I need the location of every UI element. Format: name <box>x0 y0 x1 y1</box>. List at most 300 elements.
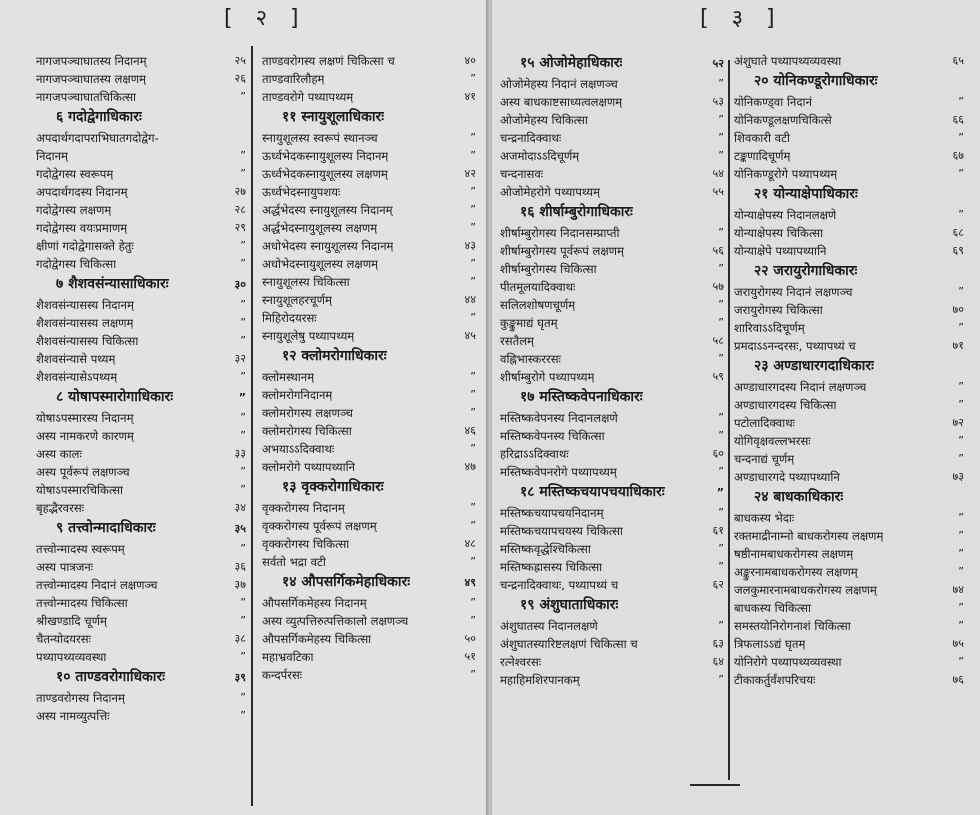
contents-entry <box>36 255 246 273</box>
entry-page-number: ” <box>958 95 964 108</box>
entry-title: वृक्करोगस्य निदानम् <box>262 501 345 515</box>
entry-title: शारिवाऽऽदिचूर्णम् <box>734 321 805 335</box>
entry-title: १८ मस्तिष्कचयापचयाधिकारः <box>520 484 665 500</box>
entry-title: शीर्षाम्बुरोगस्य निदानसम्प्राप्ती <box>500 226 620 240</box>
contents-entry <box>262 52 476 70</box>
entry-title: १० ताण्डवरोगाधिकारः <box>56 669 165 685</box>
entry-page-number: ” <box>718 113 724 126</box>
contents-entry <box>500 147 724 165</box>
entry-page-number: ” <box>240 596 246 609</box>
entry-title: १५ ओजोमेहाधिकारः <box>520 55 623 71</box>
entry-title: गदोद्वेगस्य स्वरूपम् <box>36 167 114 181</box>
entry-page-number: २७ <box>234 185 246 198</box>
contents-entry <box>734 563 964 581</box>
chapter-heading <box>734 70 964 93</box>
contents-entry <box>500 93 724 111</box>
contents-entry <box>500 617 724 635</box>
entry-title: बाधकस्य चिकित्सा <box>734 601 812 615</box>
entry-page-number: ४९ <box>464 576 476 589</box>
contents-entry <box>36 52 246 70</box>
entry-page-number: ” <box>470 614 476 627</box>
contents-entry <box>262 404 476 422</box>
contents-entry <box>36 499 246 517</box>
contents-entry <box>36 129 246 147</box>
contents-entry <box>500 409 724 427</box>
contents-entry <box>36 350 246 368</box>
entry-title: स्नायुशूलहरचूर्णम् <box>262 293 332 307</box>
contents-entry <box>734 378 964 396</box>
contents-entry <box>734 527 964 545</box>
entry-page-number: ” <box>716 486 724 499</box>
chapter-heading <box>262 106 476 129</box>
entry-title: समस्तयोनिरोगनाशं चिकित्सा <box>734 619 851 633</box>
contents-column-2 <box>262 52 476 684</box>
entry-page-number: ३२ <box>234 352 246 365</box>
page-number: [ ३ ] <box>700 6 783 31</box>
contents-entry <box>262 666 476 684</box>
entry-page-number: ” <box>470 185 476 198</box>
contents-entry <box>500 332 724 350</box>
contents-entry <box>262 594 476 612</box>
contents-entry <box>36 648 246 666</box>
contents-entry <box>262 88 476 106</box>
entry-title: कुङ्कुमाद्यं घृतम् <box>500 316 558 330</box>
entry-page-number: ७६ <box>952 673 964 686</box>
chapter-heading <box>36 106 246 129</box>
entry-page-number: ” <box>470 275 476 288</box>
entry-page-number: ७५ <box>952 637 964 650</box>
entry-title: ७ शैशवसंन्यासाधिकारः <box>56 276 169 292</box>
entry-title: शैशवसंन्यासस्य चिकित्सा <box>36 334 139 348</box>
contents-entry <box>262 386 476 404</box>
entry-title: अंशुघाते पथ्यापथ्यव्यवस्था <box>734 54 842 68</box>
entry-page-number: ” <box>470 501 476 514</box>
contents-entry <box>734 224 964 242</box>
contents-entry <box>734 111 964 129</box>
entry-title: २४ बाधकाधिकारः <box>754 489 844 505</box>
entry-page-number: ३७ <box>234 578 246 591</box>
entry-title: अस्य नामव्युत्पत्तिः <box>36 709 110 723</box>
entry-title: चन्दनासवः <box>500 167 544 181</box>
entry-page-number: ” <box>718 77 724 90</box>
contents-entry <box>36 237 246 255</box>
entry-page-number: ५४ <box>712 167 724 180</box>
entry-title: तत्त्वोन्मादस्य चिकित्सा <box>36 596 128 610</box>
entry-title: योषाऽपस्मारचिकित्सा <box>36 483 124 497</box>
contents-entry <box>36 88 246 106</box>
contents-entry <box>500 445 724 463</box>
entry-page-number: ६९ <box>952 244 964 257</box>
entry-page-number: ” <box>470 72 476 85</box>
entry-page-number: ” <box>470 406 476 419</box>
contents-entry <box>500 278 724 296</box>
entry-title: गदोद्वेगस्य लक्षणम् <box>36 203 112 217</box>
contents-entry <box>262 147 476 165</box>
entry-title: मस्तिष्कवेपनरोगे पथ्यापथ्यम् <box>500 465 617 479</box>
contents-entry <box>262 517 476 535</box>
contents-entry <box>262 368 476 386</box>
contents-entry <box>36 707 246 725</box>
entry-title: अस्य पात्रजनः <box>36 560 94 574</box>
entry-page-number: ७३ <box>952 470 964 483</box>
contents-entry <box>36 368 246 386</box>
entry-page-number: ” <box>718 411 724 424</box>
chapter-heading <box>36 386 246 409</box>
contents-entry <box>734 468 964 486</box>
contents-entry <box>500 224 724 242</box>
entry-page-number: ” <box>240 483 246 496</box>
contents-entry <box>36 314 246 332</box>
contents-entry <box>36 445 246 463</box>
entry-page-number: ” <box>470 388 476 401</box>
entry-page-number: ५५ <box>712 185 724 198</box>
entry-title: वह्निभास्कररसः <box>500 352 561 366</box>
chapter-heading <box>500 594 724 617</box>
entry-page-number: ६६ <box>952 113 964 126</box>
chapter-heading <box>500 386 724 409</box>
entry-page-number: ” <box>958 434 964 447</box>
entry-title: ऊर्ध्वभेदकस्नायुशूलस्य लक्षणम् <box>262 167 388 181</box>
chapter-heading <box>734 183 964 206</box>
contents-entry <box>734 653 964 671</box>
contents-entry <box>36 463 246 481</box>
contents-entry <box>500 368 724 386</box>
contents-entry <box>500 635 724 653</box>
column-divider <box>728 60 730 780</box>
contents-entry <box>734 93 964 111</box>
entry-title: ६ गदोद्वेगाधिकारः <box>56 109 142 125</box>
entry-page-number: ” <box>240 465 246 478</box>
entry-page-number: ७० <box>952 303 964 316</box>
contents-entry <box>500 129 724 147</box>
contents-entry <box>500 350 724 368</box>
entry-page-number: ” <box>958 601 964 614</box>
entry-title: शीर्षाम्बुरोगे पथ्यापथ्यम् <box>500 370 595 384</box>
contents-entry <box>500 671 724 689</box>
contents-entry <box>734 52 964 70</box>
contents-entry <box>262 612 476 630</box>
entry-page-number: ” <box>240 298 246 311</box>
entry-title: १७ मस्तिष्कवेपनाधिकारः <box>520 389 643 405</box>
entry-title: योषाऽपस्मारस्य निदानम् <box>36 411 134 425</box>
entry-title: टीकाकर्तुर्वंशपरिचयः <box>734 673 816 687</box>
contents-entry <box>734 450 964 468</box>
contents-entry <box>734 206 964 224</box>
entry-title: क्लोमरोगनिदानम् <box>262 388 333 402</box>
entry-title: क्लोमरोगे पथ्यापथ्यानि <box>262 460 356 474</box>
contents-entry <box>36 409 246 427</box>
entry-title: चन्द्रनादिक्वाथः <box>500 131 562 145</box>
contents-entry <box>262 499 476 517</box>
entry-title: वृक्करोगस्य पूर्वरूपं लक्षणम् <box>262 519 377 533</box>
entry-title: अंशुघातस्यारिष्टलक्षणं चिकित्सा च <box>500 637 638 651</box>
contents-entry <box>262 291 476 309</box>
contents-entry <box>36 147 246 165</box>
entry-title: ओजोमेहस्य निदानं लक्षणञ्च <box>500 77 618 91</box>
entry-page-number: ७२ <box>952 416 964 429</box>
entry-page-number: ५७ <box>712 280 724 293</box>
entry-page-number: ” <box>470 203 476 216</box>
entry-page-number: ” <box>470 257 476 270</box>
entry-page-number: ६१ <box>712 524 724 537</box>
contents-entry <box>262 458 476 476</box>
entry-title: क्लोमरोगस्य चिकित्सा <box>262 424 352 438</box>
contents-entry <box>262 183 476 201</box>
entry-page-number: ” <box>240 149 246 162</box>
end-rule <box>690 784 740 786</box>
contents-entry <box>36 219 246 237</box>
entry-title: ओजोमेहरोगे पथ्यापथ्यम् <box>500 185 601 199</box>
entry-page-number: ३६ <box>234 560 246 573</box>
contents-entry <box>36 540 246 558</box>
contents-entry <box>36 296 246 314</box>
entry-title: योन्याक्षेपस्य निदानलक्षणे <box>734 208 837 222</box>
entry-page-number: ७४ <box>952 583 964 596</box>
contents-entry <box>262 309 476 327</box>
entry-page-number: ” <box>240 709 246 722</box>
entry-title: निदानम् <box>36 149 68 163</box>
entry-title: तत्त्वोन्मादस्य स्वरूपम् <box>36 542 125 556</box>
entry-page-number: ” <box>718 352 724 365</box>
entry-title: रसतैलम् <box>500 334 534 348</box>
entry-title: त्रिफलाऽऽद्यं घृतम् <box>734 637 806 651</box>
entry-title: २२ जरायुरोगाधिकारः <box>754 263 858 279</box>
contents-entry <box>500 111 724 129</box>
contents-entry <box>734 635 964 653</box>
entry-page-number: ” <box>958 529 964 542</box>
entry-title: ताण्डवारिलौहम् <box>262 72 325 86</box>
page-number: [ २ ] <box>224 6 307 31</box>
contents-entry <box>36 630 246 648</box>
entry-page-number: ” <box>718 316 724 329</box>
entry-title: शैशवसंन्यासेऽपथ्यम् <box>36 370 118 384</box>
entry-page-number: ३५ <box>234 522 246 535</box>
entry-page-number: ” <box>240 691 246 704</box>
entry-page-number: २५ <box>234 54 246 67</box>
entry-title: रक्तमाद्रीनाम्नो बाधकरोगस्य लक्षणम् <box>734 529 884 543</box>
entry-title: योनिरोगे पथ्यापथ्यव्यवस्था <box>734 655 842 669</box>
contents-entry <box>734 396 964 414</box>
entry-page-number: ५६ <box>712 244 724 257</box>
contents-entry <box>500 522 724 540</box>
contents-entry <box>734 147 964 165</box>
entry-page-number: ६८ <box>952 226 964 239</box>
contents-entry <box>262 201 476 219</box>
entry-page-number: ” <box>238 391 246 404</box>
entry-page-number: ” <box>470 370 476 383</box>
contents-entry <box>36 427 246 445</box>
entry-title: स्नायुशूलेषु पथ्यापथ्यम् <box>262 329 355 343</box>
contents-entry <box>262 70 476 88</box>
entry-title: गदोद्वेगस्य वयःप्रमाणम् <box>36 221 128 235</box>
contents-entry <box>734 165 964 183</box>
entry-title: नागजपञ्चाघातस्य लक्षणम् <box>36 72 147 86</box>
chapter-heading <box>734 260 964 283</box>
entry-page-number: २८ <box>234 203 246 216</box>
entry-title: बृहद्भैरवरसः <box>36 501 85 515</box>
entry-page-number: ” <box>470 131 476 144</box>
contents-entry <box>734 599 964 617</box>
entry-page-number: ६७ <box>952 149 964 162</box>
entry-page-number: ” <box>958 285 964 298</box>
entry-title: स्नायुशूलस्य स्वरूपं स्थानञ्च <box>262 131 378 145</box>
entry-page-number: ” <box>240 411 246 424</box>
entry-page-number: ” <box>240 239 246 252</box>
entry-title: १६ शीर्षाम्बुरोगाधिकारः <box>520 204 633 220</box>
entry-page-number: ३४ <box>234 501 246 514</box>
entry-page-number: ४३ <box>464 239 476 252</box>
chapter-heading <box>262 476 476 499</box>
entry-title: ८ योषापस्मारोगाधिकारः <box>56 389 174 405</box>
entry-title: योनिकण्डूरोगे पथ्यापथ्यम् <box>734 167 838 181</box>
entry-page-number: ” <box>958 452 964 465</box>
entry-page-number: ” <box>718 673 724 686</box>
entry-title: नागजपञ्चाघातस्य निदानम् <box>36 54 147 68</box>
entry-page-number: ” <box>718 465 724 478</box>
entry-page-number: ” <box>718 542 724 555</box>
entry-title: २० योनिकण्डूरोगाधिकारः <box>754 73 878 89</box>
entry-title: बाधकस्य भेदाः <box>734 511 795 525</box>
contents-entry <box>734 337 964 355</box>
entry-title: नागजपञ्चाघातचिकित्सा <box>36 90 137 104</box>
entry-page-number: ४१ <box>464 90 476 103</box>
contents-entry <box>500 558 724 576</box>
entry-title: योन्याक्षेपस्य चिकित्सा <box>734 226 824 240</box>
entry-title: पटोलादिक्वाथः <box>734 416 795 430</box>
entry-page-number: ६४ <box>712 655 724 668</box>
contents-entry <box>734 509 964 527</box>
entry-page-number: ” <box>470 311 476 324</box>
chapter-heading <box>734 486 964 509</box>
entry-page-number: ” <box>718 619 724 632</box>
entry-page-number: ” <box>470 519 476 532</box>
entry-page-number: ६२ <box>712 578 724 591</box>
entry-page-number: ” <box>240 334 246 347</box>
entry-title: शैशवसंन्यासे पथ्यम् <box>36 352 116 366</box>
entry-title: चैतन्योदयरसः <box>36 632 91 646</box>
entry-title: कन्दर्परसः <box>262 668 303 682</box>
entry-title: योगिवृक्षवल्लभरसः <box>734 434 811 448</box>
entry-page-number: ५० <box>464 632 476 645</box>
entry-title: ताण्डवरोगे पथ्यापथ्यम् <box>262 90 354 104</box>
entry-title: २१ योन्याक्षेपाधिकारः <box>754 186 858 202</box>
contents-entry <box>734 242 964 260</box>
entry-title: अर्द्धभेदस्य स्नायुशूलस्य निदानम् <box>262 203 393 217</box>
entry-page-number: ” <box>240 316 246 329</box>
entry-title: मस्तिष्कवेपनस्य चिकित्सा <box>500 429 605 443</box>
entry-title: योनिकण्डूलक्षणचिकित्से <box>734 113 832 127</box>
entry-title: अपदार्थगदापराभिघातगदोद्वेग- <box>36 131 159 145</box>
entry-title: क्लोमस्थानम् <box>262 370 315 384</box>
entry-title: मस्तिष्कवेपनस्य निदानलक्षणे <box>500 411 618 425</box>
entry-page-number: ” <box>240 542 246 555</box>
entry-title: शीर्षाम्बुरोगस्य पूर्वरूपं लक्षणम् <box>500 244 624 258</box>
contents-column-1 <box>500 52 724 689</box>
contents-entry <box>734 617 964 635</box>
contents-entry <box>262 535 476 553</box>
contents-entry <box>36 612 246 630</box>
entry-page-number: ४२ <box>464 167 476 180</box>
entry-title: पीतमूलयादिक्वाथः <box>500 280 576 294</box>
entry-title: गदोद्वेगस्य चिकित्सा <box>36 257 117 271</box>
entry-title: शिवकारी वटी <box>734 131 790 145</box>
contents-entry <box>262 219 476 237</box>
entry-title: अर्द्धभेदस्नायुशूलस्य लक्षणम् <box>262 221 378 235</box>
contents-entry <box>36 558 246 576</box>
entry-title: तत्त्वोन्मादस्य निदानं लक्षणञ्च <box>36 578 158 592</box>
contents-entry <box>36 70 246 88</box>
entry-page-number: ” <box>240 429 246 442</box>
chapter-heading <box>262 345 476 368</box>
entry-page-number: ३० <box>234 278 246 291</box>
entry-page-number: ” <box>718 149 724 162</box>
entry-title: महाहिमशिरपानकम् <box>500 673 580 687</box>
entry-title: योनिकण्ड्वा निदानं <box>734 95 812 109</box>
entry-title: मिहिरोदयरसः <box>262 311 317 325</box>
chapter-heading <box>500 52 724 75</box>
entry-title: योन्याक्षेपे पथ्यापथ्यानि <box>734 244 827 258</box>
contents-entry <box>734 319 964 337</box>
entry-page-number: ” <box>240 370 246 383</box>
entry-page-number: ३३ <box>234 447 246 460</box>
entry-page-number: ” <box>470 596 476 609</box>
entry-title: अस्य व्युत्पत्तिरुत्पत्तिकालो लक्षणञ्च <box>262 614 409 628</box>
entry-title: ऊर्ध्वभेदस्नायुपशयः <box>262 185 341 199</box>
entry-title: अङ्कुरनामबाधकरोगस्य लक्षणम् <box>734 565 858 579</box>
entry-page-number: ” <box>240 614 246 627</box>
contents-entry <box>500 242 724 260</box>
entry-page-number: ३९ <box>234 671 246 684</box>
contents-entry <box>36 183 246 201</box>
entry-title: प्रमदाऽऽनन्दरसः, पथ्यापथ्यं च <box>734 339 856 353</box>
entry-page-number: ५३ <box>712 95 724 108</box>
entry-title: शैशवसंन्यासस्य निदानम् <box>36 298 134 312</box>
contents-entry <box>262 422 476 440</box>
entry-title: क्लोमरोगस्य लक्षणञ्च <box>262 406 353 420</box>
contents-entry <box>734 129 964 147</box>
entry-page-number: ” <box>470 442 476 455</box>
contents-entry <box>500 260 724 278</box>
entry-title: क्षीणां गदोद्वेगासक्ते हेतुः <box>36 239 134 253</box>
contents-entry <box>36 594 246 612</box>
entry-page-number: ४६ <box>464 424 476 437</box>
entry-page-number: ” <box>958 619 964 632</box>
entry-page-number: ” <box>718 298 724 311</box>
contents-column-1 <box>36 52 246 725</box>
entry-page-number: ” <box>718 560 724 573</box>
entry-title: अधोभेदस्नायुशूलस्य लक्षणम् <box>262 257 379 271</box>
entry-page-number: ५१ <box>464 650 476 663</box>
entry-page-number: ” <box>240 167 246 180</box>
contents-entry <box>262 327 476 345</box>
entry-page-number: ” <box>718 226 724 239</box>
entry-page-number: ” <box>958 511 964 524</box>
entry-page-number: ४७ <box>464 460 476 473</box>
right-page <box>492 0 980 815</box>
contents-entry <box>734 671 964 689</box>
entry-title: रत्नेश्वरसः <box>500 655 542 669</box>
entry-title: ताण्डवरोगस्य निदानम् <box>36 691 125 705</box>
entry-page-number: २९ <box>234 221 246 234</box>
contents-entry <box>500 183 724 201</box>
entry-page-number: ” <box>958 380 964 393</box>
entry-page-number: ५९ <box>712 370 724 383</box>
entry-title: पथ्यापथ्यव्यवस्था <box>36 650 107 664</box>
entry-page-number: ” <box>718 506 724 519</box>
entry-title: अपदार्थगदस्य निदानम् <box>36 185 128 199</box>
contents-entry <box>500 653 724 671</box>
entry-title: जलकुमारनामबाधकरोगस्य लक्षणम् <box>734 583 877 597</box>
